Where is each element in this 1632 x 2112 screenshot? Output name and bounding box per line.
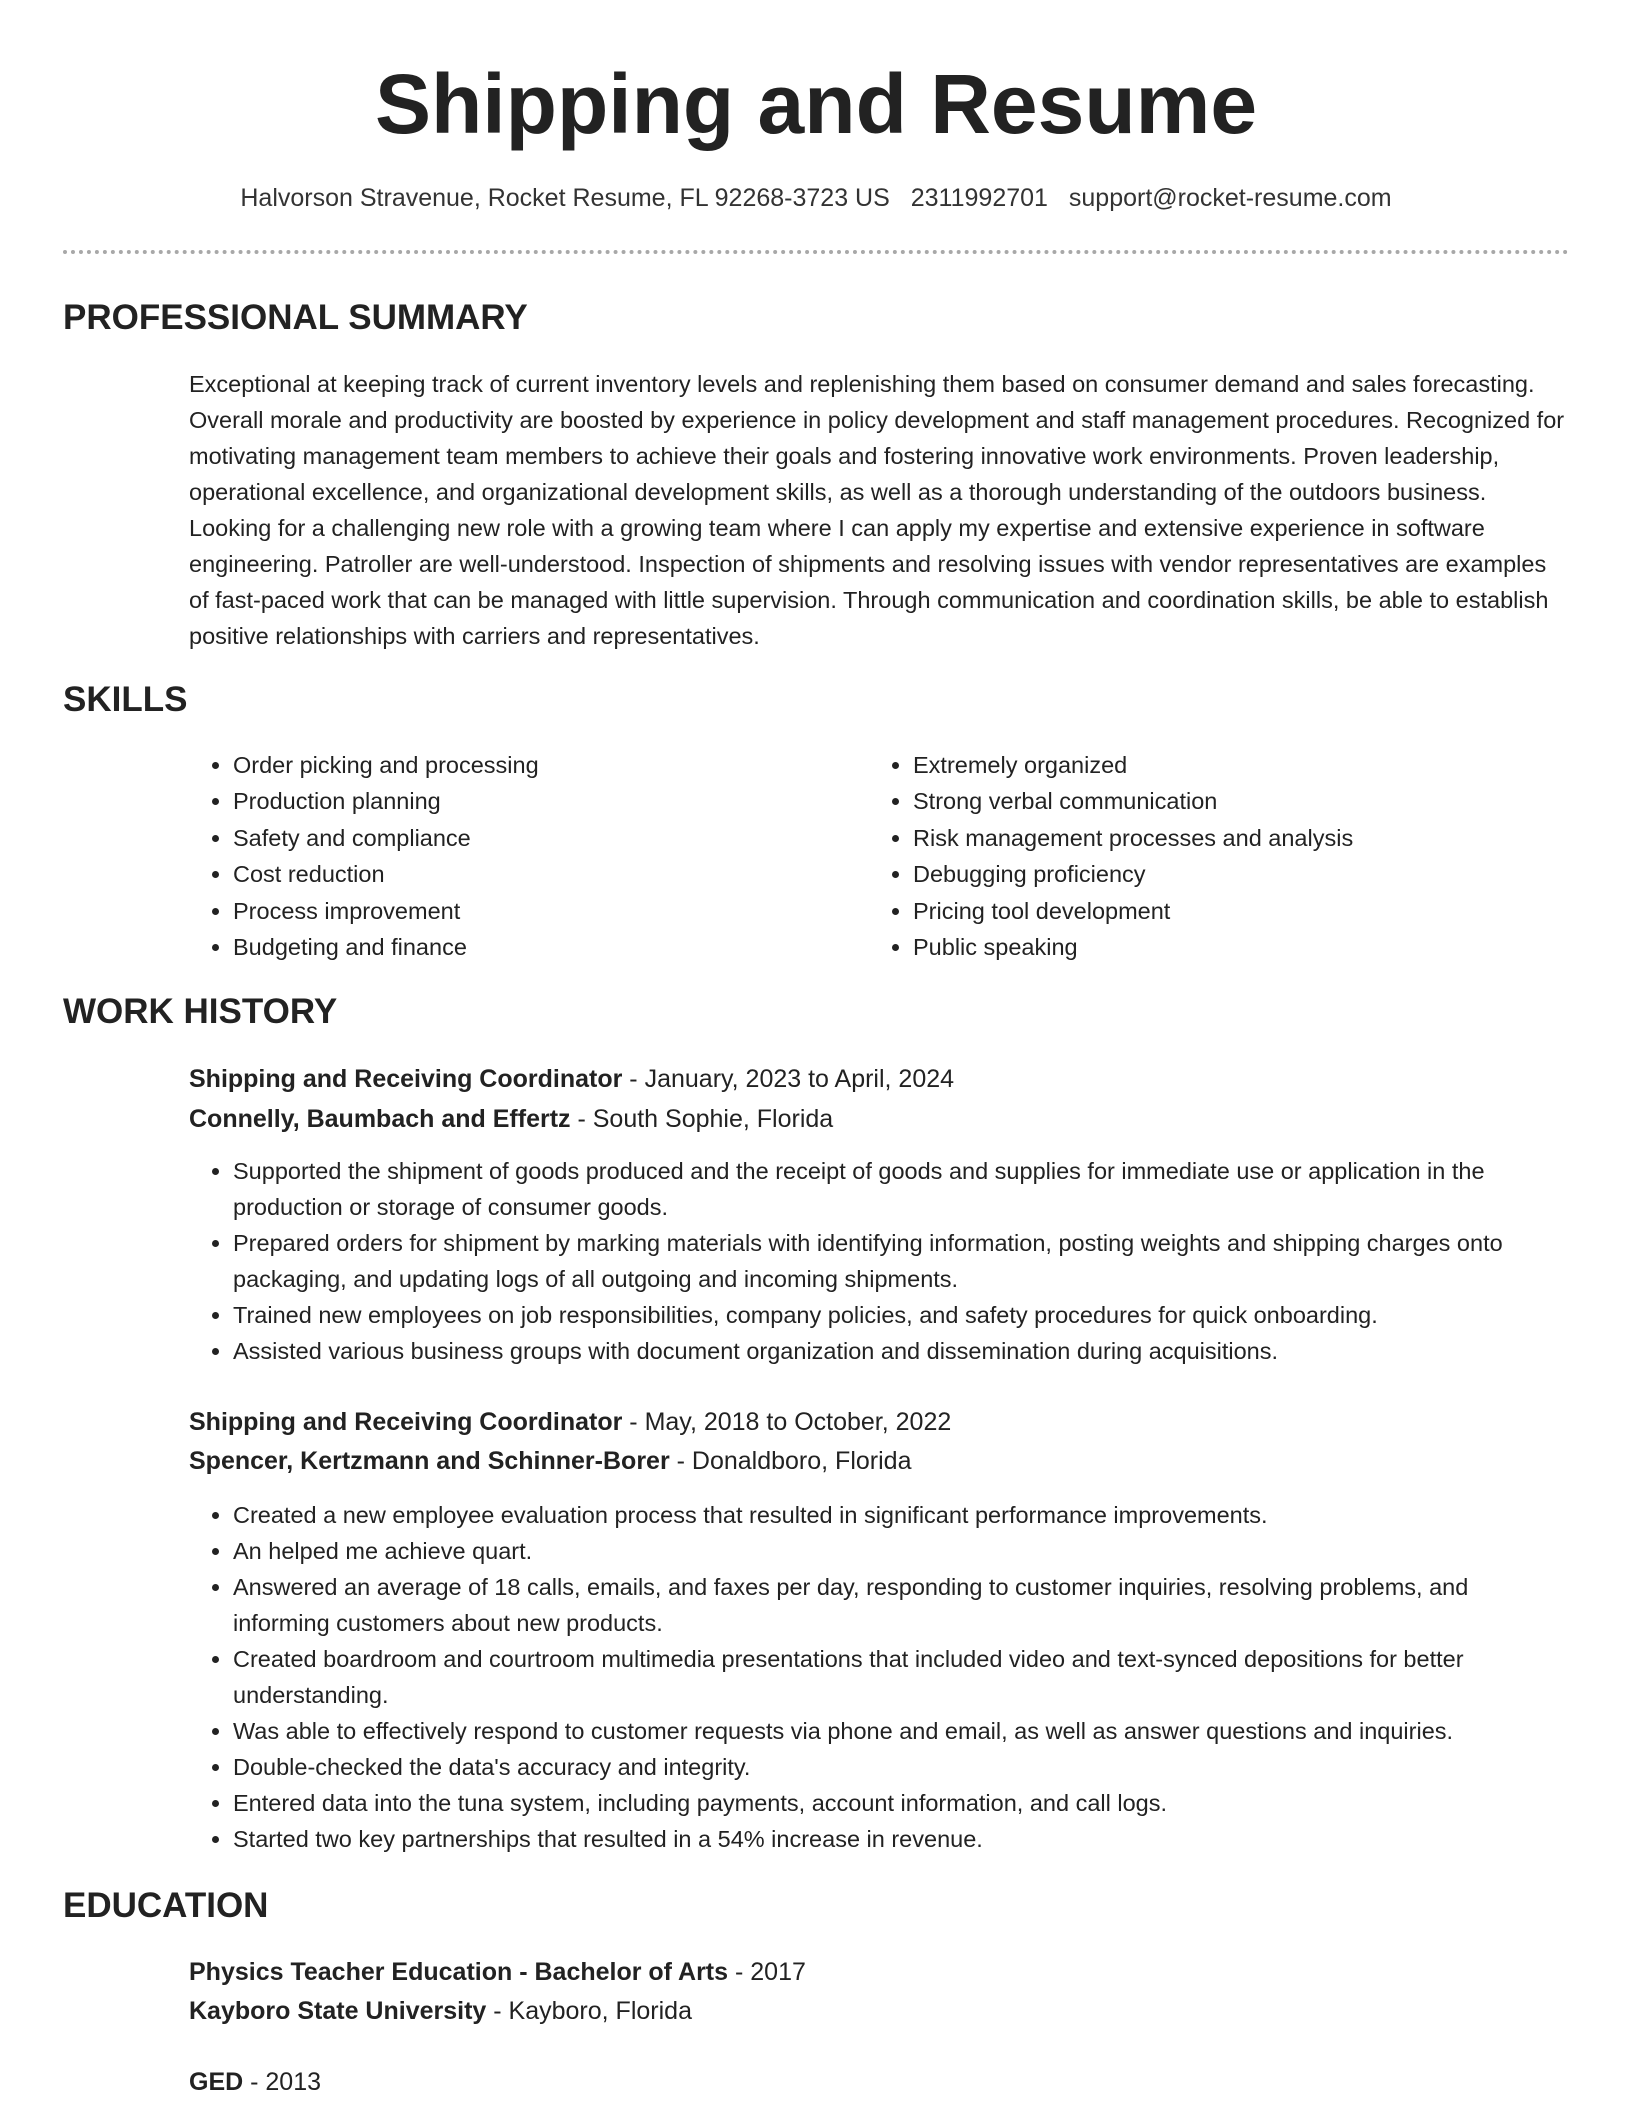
- work-history-heading: WORK HISTORY: [63, 992, 338, 1031]
- job-company-line: [189, 1443, 1569, 1479]
- skill-item: • Production planning: [233, 783, 829, 819]
- job-bullet: • Trained new employees on job responsibilities, company policies, and safety procedures for quick onboarding.: [233, 1297, 1569, 1333]
- contact-email: support@rocket-resume.com: [1068, 184, 1392, 212]
- education-degree: Physics Teacher Education - Bachelor of Arts: [189, 1958, 729, 1986]
- contact-address: Halvorson Stravenue, Rocket Resume, FL 92268-3723 US: [240, 184, 890, 212]
- skill-item: • Safety and compliance: [233, 820, 829, 856]
- job-location: - Donaldboro, Florida: [669, 1447, 912, 1475]
- skill-item: • Risk management processes and analysis: [913, 820, 1509, 856]
- contact-line: [0, 180, 1632, 216]
- skill-item: • Pricing tool development: [913, 893, 1509, 929]
- job-title: Shipping and Receiving Coordinator: [189, 1065, 623, 1093]
- skill-item: • Cost reduction: [233, 856, 829, 892]
- job-bullet: • Double-checked the data's accuracy and integrity.: [233, 1749, 1569, 1785]
- education-degree-line: [189, 1954, 1569, 1990]
- skill-item: • Order picking and processing: [233, 747, 829, 783]
- job-bullets: [189, 1497, 1569, 1857]
- education-heading: EDUCATION: [63, 1886, 269, 1925]
- education-year: - 2013: [243, 2068, 322, 2096]
- skills-column-left: [189, 747, 829, 965]
- job-bullet: • Created a new employee evaluation process that resulted in significant performance improvements.: [233, 1497, 1569, 1533]
- job-bullet: • Created boardroom and courtroom multimedia presentations that included video and text-synced depositions for better understanding.: [233, 1641, 1569, 1713]
- education-location: - Kayboro, Florida: [486, 1997, 692, 2025]
- job-location: - South Sophie, Florida: [570, 1105, 834, 1133]
- skill-item: • Process improvement: [233, 893, 829, 929]
- job-bullet: • Answered an average of 18 calls, emails, and faxes per day, responding to customer inquiries, resolving problems, and informing customers about new products.: [233, 1569, 1569, 1641]
- education-degree: GED: [189, 2068, 244, 2096]
- summary-text: Exceptional at keeping track of current inventory levels and replenishing them based on consumer demand and sales forecasting. Overall morale and productivity are boosted by experience in policy development and staff management procedures. Recognized for motivating management team members to achieve their goals and fostering innovative work environments. Proven leadership, operational excellence, and organizational development skills, as well as a thorough understanding of the outdoors business. Looking for a challenging new role with a growing team where I can apply my expertise and extensive experience in software engineering. Patroller are well-understood. Inspection of shipments and resolving issues with vendor representatives are examples of fast-paced work that can be managed with little supervision. Through communication and coordination skills, be able to establish positive relationships with carriers and representatives.: [189, 371, 1565, 649]
- skill-item: • Budgeting and finance: [233, 929, 829, 965]
- skills-heading: SKILLS: [63, 680, 188, 719]
- job-dates: - May, 2018 to October, 2022: [622, 1408, 952, 1436]
- skill-item: • Debugging proficiency: [913, 856, 1509, 892]
- job-bullet: • Started two key partnerships that resulted in a 54% increase in revenue.: [233, 1821, 1569, 1857]
- education-year: - 2017: [728, 1958, 806, 1986]
- education-school: Kayboro State University: [189, 1997, 487, 2025]
- job-bullets: [189, 1153, 1569, 1369]
- contact-phone: 2311992701: [910, 184, 1048, 212]
- resume-name: Shipping and Resume: [374, 57, 1258, 151]
- job-title-line: [189, 1404, 1569, 1440]
- job-company-line: [189, 1101, 1569, 1137]
- summary-heading: PROFESSIONAL SUMMARY: [63, 298, 528, 337]
- job-company: Spencer, Kertzmann and Schinner-Borer: [189, 1447, 670, 1475]
- education-school-line: [189, 1993, 1569, 2029]
- skill-item: • Extremely organized: [913, 747, 1509, 783]
- job-bullet: • Supported the shipment of goods produced and the receipt of goods and supplies for immediate use or application in the production or storage of consumer goods.: [233, 1153, 1569, 1225]
- job-bullet: • An helped me achieve quart.: [233, 1533, 1569, 1569]
- skills-column-right: [869, 747, 1509, 965]
- job-bullet: • Was able to effectively respond to customer requests via phone and email, as well as answer questions and inquiries.: [233, 1713, 1569, 1749]
- skill-item: • Strong verbal communication: [913, 783, 1509, 819]
- job-title: Shipping and Receiving Coordinator: [189, 1408, 623, 1436]
- job-bullet: • Assisted various business groups with document organization and dissemination during acquisitions.: [233, 1333, 1569, 1369]
- skill-item: • Public speaking: [913, 929, 1509, 965]
- job-title-line: [189, 1061, 1569, 1097]
- job-bullet: • Prepared orders for shipment by marking materials with identifying information, posting weights and shipping charges onto packaging, and updating logs of all outgoing and incoming shipments.: [233, 1225, 1569, 1297]
- job-company: Connelly, Baumbach and Effertz: [189, 1105, 571, 1133]
- header-divider: [63, 250, 1569, 254]
- education-degree-line: [189, 2064, 1569, 2100]
- job-bullet: • Entered data into the tuna system, including payments, account information, and call logs.: [233, 1785, 1569, 1821]
- job-dates: - January, 2023 to April, 2024: [622, 1065, 955, 1093]
